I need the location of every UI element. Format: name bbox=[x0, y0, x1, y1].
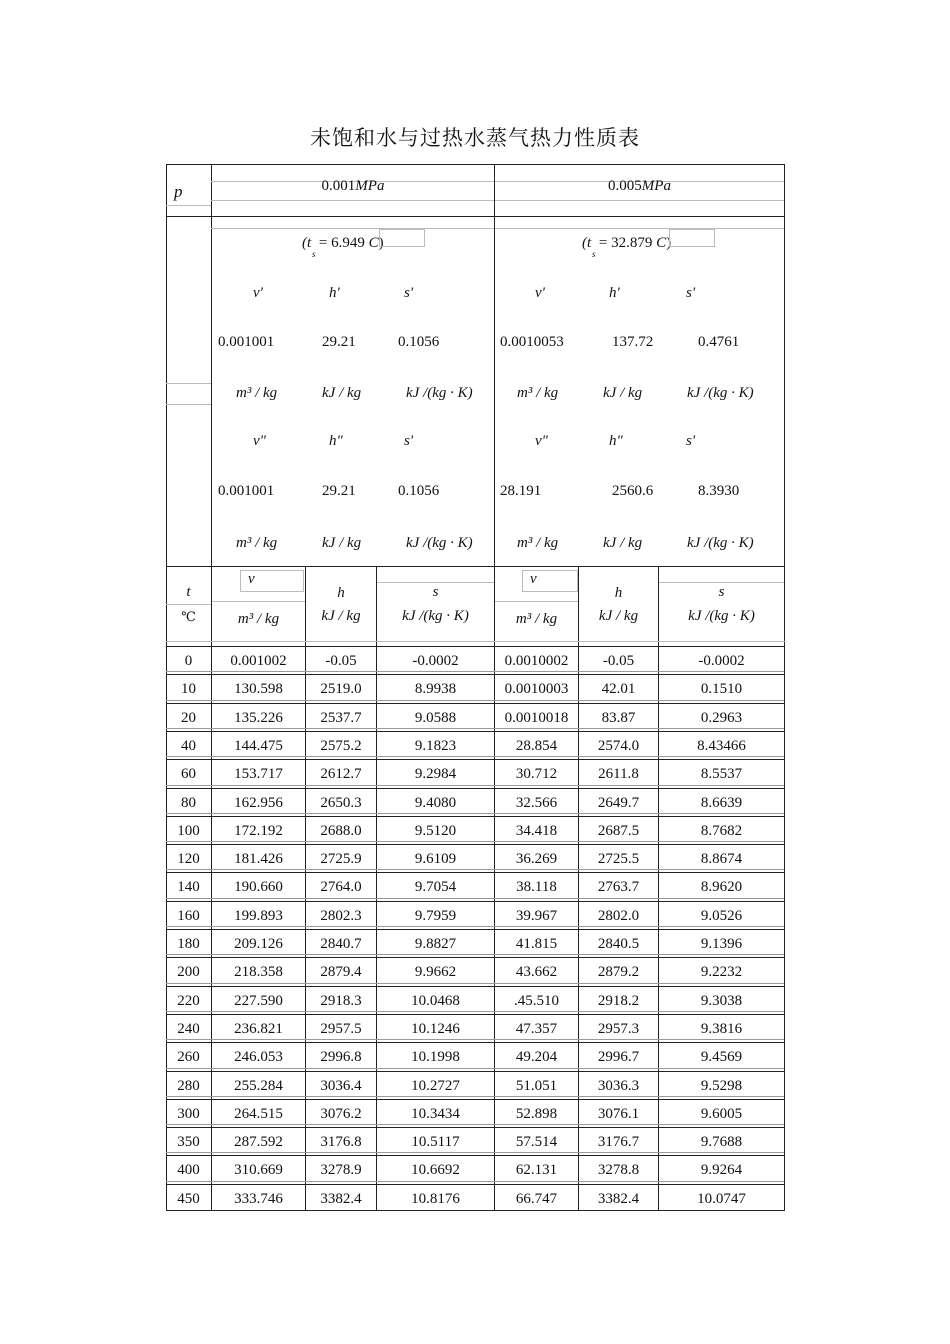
table-cell: 30.712 bbox=[515, 766, 558, 783]
table-cell: 3076.1 bbox=[597, 1105, 640, 1122]
table-cell: 209.126 bbox=[234, 936, 283, 952]
table-cell: 172.192 bbox=[234, 822, 283, 839]
table-cell: 100 bbox=[177, 822, 200, 839]
sat-vapor-value: 28.191 bbox=[500, 483, 542, 499]
table-cell: 227.590 bbox=[234, 992, 283, 1009]
page-title: 未饱和水与过热水蒸气热力性质表 bbox=[310, 126, 640, 150]
table-cell: 260 bbox=[177, 1049, 200, 1066]
h-unit-1: kJ / kg bbox=[321, 608, 361, 624]
sat-liquid-symbol: h' bbox=[329, 285, 340, 301]
table-cell: 32.566 bbox=[515, 794, 558, 811]
sat-unit: m³ / kg bbox=[517, 385, 559, 401]
s-column-header-1: s bbox=[432, 584, 439, 600]
sat-liquid-value: 0.4761 bbox=[698, 334, 740, 350]
table-cell: 2957.3 bbox=[597, 1020, 640, 1037]
sat-liquid-value: 137.72 bbox=[612, 334, 654, 350]
table-cell: 8.8674 bbox=[700, 851, 743, 868]
table-cell: 39.967 bbox=[515, 907, 558, 924]
table-cell: 38.118 bbox=[516, 879, 557, 896]
sat-vapor-symbol: s' bbox=[404, 433, 414, 449]
sat-unit: m³ / kg bbox=[236, 535, 278, 551]
table-cell: 3036.4 bbox=[320, 1077, 362, 1094]
sat-liquid-symbol: v' bbox=[535, 285, 545, 301]
sat-liquid-symbol: v' bbox=[253, 285, 263, 301]
table-cell: 9.7688 bbox=[700, 1134, 743, 1151]
v-column-header-1: v bbox=[248, 571, 255, 587]
table-cell: -0.05 bbox=[602, 653, 635, 669]
table-cell: 10.0468 bbox=[411, 992, 460, 1009]
table-cell: 3036.3 bbox=[597, 1077, 640, 1094]
table-cell: 42.01 bbox=[601, 681, 636, 698]
table-cell: 9.7054 bbox=[414, 879, 457, 896]
table-cell: 10.1998 bbox=[411, 1049, 460, 1066]
table-cell: 10.5117 bbox=[411, 1134, 460, 1151]
table-cell: 10 bbox=[181, 681, 196, 698]
table-cell: 300 bbox=[177, 1105, 200, 1122]
table-cell: 0.0010002 bbox=[504, 653, 569, 669]
table-cell: 280 bbox=[177, 1077, 200, 1094]
table-cell: 2840.7 bbox=[320, 936, 362, 952]
sat-unit: kJ /(kg · K) bbox=[687, 535, 754, 551]
table-cell: 9.8827 bbox=[414, 936, 457, 952]
table-cell: 2996.7 bbox=[597, 1049, 640, 1066]
table-cell: 8.9620 bbox=[700, 879, 743, 896]
table-cell: 181.426 bbox=[234, 851, 283, 868]
table-cell: 9.7959 bbox=[414, 907, 457, 924]
table-cell: 10.2727 bbox=[411, 1077, 460, 1094]
sat-unit: kJ / kg bbox=[322, 535, 362, 551]
table-cell: 3278.8 bbox=[597, 1162, 640, 1179]
table-cell: 8.9938 bbox=[414, 681, 457, 698]
table-cell: 0.0010018 bbox=[504, 709, 569, 726]
table-cell: 10.1246 bbox=[411, 1020, 460, 1037]
table-cell: 0 bbox=[184, 653, 193, 669]
ts-block-1: (t s = 6.949 C) bbox=[302, 235, 384, 259]
table-cell: 2687.5 bbox=[597, 822, 640, 839]
table-cell: 199.893 bbox=[234, 907, 283, 924]
table-cell: 287.592 bbox=[234, 1134, 283, 1151]
table-cell: 2574.0 bbox=[597, 737, 640, 754]
table-cell: 9.1823 bbox=[414, 737, 457, 754]
table-cell: 9.2984 bbox=[414, 766, 457, 783]
table-cell: 246.053 bbox=[234, 1049, 283, 1066]
table-cell: 144.475 bbox=[234, 737, 283, 754]
table-cell: 40 bbox=[181, 737, 196, 754]
table-cell: 9.4080 bbox=[414, 794, 457, 811]
table-cell: 2763.7 bbox=[597, 879, 640, 896]
p1-header bbox=[212, 178, 494, 195]
sat-vapor-symbol: h" bbox=[329, 433, 343, 449]
table-cell: 9.6109 bbox=[414, 851, 457, 868]
table-cell: 3278.9 bbox=[320, 1162, 362, 1179]
p1-value: 0.001 bbox=[321, 178, 356, 194]
p2-unit: MPa bbox=[641, 178, 671, 194]
t-unit: ℃ bbox=[181, 609, 196, 624]
s-unit-1: kJ /(kg · K) bbox=[402, 608, 469, 624]
table-cell: 2918.2 bbox=[597, 992, 640, 1009]
sat-liquid-value: 0.0010053 bbox=[500, 334, 564, 350]
table-cell: 0.1510 bbox=[700, 681, 743, 698]
table-cell: 135.226 bbox=[234, 709, 283, 726]
sat-liquid-symbol: s' bbox=[404, 285, 414, 301]
table-cell: 3382.4 bbox=[597, 1190, 640, 1207]
sat-unit: kJ /(kg · K) bbox=[406, 385, 473, 401]
t-column-header: t bbox=[186, 584, 191, 600]
sat-unit: kJ /(kg · K) bbox=[406, 535, 473, 551]
v-column-header-2: v bbox=[530, 571, 537, 587]
table-cell: 200 bbox=[177, 964, 200, 981]
table-cell: 9.5298 bbox=[700, 1077, 743, 1094]
v-unit-1: m³ / kg bbox=[237, 611, 280, 627]
table-cell: 264.515 bbox=[234, 1105, 283, 1122]
table-cell: -0.0002 bbox=[412, 653, 459, 669]
table-cell: 218.358 bbox=[234, 964, 283, 981]
table-cell: 9.0588 bbox=[414, 709, 457, 726]
sat-unit: kJ / kg bbox=[603, 535, 643, 551]
table-cell: 8.43466 bbox=[697, 737, 746, 754]
table-cell: 3176.8 bbox=[320, 1134, 362, 1151]
table-cell: 2725.5 bbox=[597, 851, 640, 868]
table-cell: 3176.7 bbox=[597, 1134, 640, 1151]
sat-vapor-value: 0.1056 bbox=[398, 483, 440, 499]
table-cell: 2725.9 bbox=[320, 851, 362, 868]
sat-vapor-symbol: v" bbox=[535, 433, 548, 449]
sat-vapor-symbol: v" bbox=[253, 433, 266, 449]
table-cell: 120 bbox=[177, 851, 200, 868]
table-cell: 9.9662 bbox=[414, 964, 457, 981]
table-cell: 43.662 bbox=[515, 964, 558, 981]
h-column-header-1: h bbox=[337, 585, 345, 601]
sat-liquid-value: 0.001001 bbox=[218, 334, 275, 350]
table-cell: 2537.7 bbox=[320, 709, 362, 726]
table-cell: 2996.8 bbox=[320, 1049, 362, 1066]
table-cell: 2649.7 bbox=[597, 794, 640, 811]
p-label: p bbox=[174, 182, 183, 201]
table-cell: 57.514 bbox=[515, 1134, 558, 1151]
sat-vapor-value: 29.21 bbox=[322, 483, 356, 499]
ts-block-2: (t s = 32.879 C) bbox=[582, 235, 672, 259]
table-cell: 28.854 bbox=[515, 737, 558, 754]
sat-unit: kJ / kg bbox=[603, 385, 643, 401]
sat-liquid-symbol: h' bbox=[609, 285, 620, 301]
s-unit-2: kJ /(kg · K) bbox=[688, 608, 755, 624]
table-cell: 3382.4 bbox=[320, 1190, 362, 1207]
table-cell: 80 bbox=[181, 794, 196, 811]
table-cell: 0.001002 bbox=[230, 653, 287, 669]
table-cell: 8.5537 bbox=[700, 766, 743, 783]
sat-unit: m³ / kg bbox=[517, 535, 559, 551]
table-cell: 10.6692 bbox=[411, 1162, 460, 1179]
table-cell: 450 bbox=[177, 1190, 200, 1207]
v-unit-2: m³ / kg bbox=[515, 611, 558, 627]
table-cell: 2519.0 bbox=[320, 681, 362, 698]
table-cell: 66.747 bbox=[515, 1190, 558, 1207]
table-cell: 2650.3 bbox=[320, 794, 362, 811]
table-cell: 2957.5 bbox=[320, 1020, 362, 1037]
sat-liquid-symbol: s' bbox=[686, 285, 696, 301]
table-cell: 49.204 bbox=[515, 1049, 558, 1066]
table-cell: 0.2963 bbox=[700, 709, 743, 726]
table-cell: .45.510 bbox=[514, 992, 559, 1009]
table-cell: 0.0010003 bbox=[504, 681, 569, 698]
table-cell: 240 bbox=[177, 1020, 200, 1037]
table-cell: 236.821 bbox=[234, 1020, 283, 1037]
sat-liquid-value: 0.1056 bbox=[398, 334, 440, 350]
table-cell: 2575.2 bbox=[320, 737, 362, 754]
table-cell: 2611.8 bbox=[598, 766, 639, 783]
table-cell: 333.746 bbox=[234, 1190, 283, 1207]
table-cell: 153.717 bbox=[234, 766, 283, 783]
sat-liquid-value: 29.21 bbox=[322, 334, 356, 350]
table-cell: 51.051 bbox=[515, 1077, 558, 1094]
table-cell: 3076.2 bbox=[320, 1105, 362, 1122]
sat-vapor-symbol: h" bbox=[609, 433, 623, 449]
table-cell: 190.660 bbox=[234, 879, 283, 896]
table-cell: 9.2232 bbox=[700, 964, 743, 981]
table-cell: 9.6005 bbox=[700, 1105, 743, 1122]
table-cell: 20 bbox=[181, 709, 196, 726]
table-cell: 2802.3 bbox=[320, 907, 362, 924]
table-cell: 350 bbox=[177, 1134, 200, 1151]
table-cell: -0.0002 bbox=[698, 653, 745, 669]
table-cell: 8.7682 bbox=[700, 822, 743, 839]
table-cell: 160 bbox=[177, 907, 200, 924]
table-cell: 9.9264 bbox=[700, 1162, 743, 1179]
p2-value: 0.005 bbox=[608, 178, 642, 194]
table-cell: 60 bbox=[181, 766, 196, 783]
h-unit-2: kJ / kg bbox=[598, 608, 639, 624]
p1-unit: MPa bbox=[355, 178, 385, 194]
table-cell: 83.87 bbox=[601, 709, 636, 726]
table-cell: 2764.0 bbox=[320, 879, 362, 896]
table-cell: 10.0747 bbox=[697, 1190, 746, 1207]
table-cell: 47.357 bbox=[515, 1020, 558, 1037]
table-cell: 9.1396 bbox=[700, 936, 743, 952]
table-cell: 140 bbox=[177, 879, 200, 896]
table-cell: 52.898 bbox=[515, 1105, 558, 1122]
table-cell: 2802.0 bbox=[597, 907, 640, 924]
table-cell: 310.669 bbox=[234, 1162, 283, 1179]
p2-header bbox=[495, 178, 784, 195]
table-cell: 36.269 bbox=[515, 851, 558, 868]
table-cell: 10.3434 bbox=[411, 1105, 460, 1122]
sat-unit: kJ /(kg · K) bbox=[687, 385, 754, 401]
table-cell: 9.3038 bbox=[700, 992, 743, 1009]
table-cell: 180 bbox=[177, 936, 200, 952]
table-cell: 2918.3 bbox=[320, 992, 362, 1009]
table-cell: 62.131 bbox=[515, 1162, 558, 1179]
table-cell: 2840.5 bbox=[597, 936, 640, 952]
table-cell: 162.956 bbox=[234, 794, 283, 811]
table-cell: -0.05 bbox=[325, 653, 357, 669]
table-cell: 130.598 bbox=[234, 681, 283, 698]
sat-vapor-value: 2560.6 bbox=[612, 483, 654, 499]
table-cell: 9.4569 bbox=[700, 1049, 743, 1066]
table-cell: 2879.2 bbox=[597, 964, 640, 981]
s-column-header-2: s bbox=[718, 584, 725, 600]
table-cell: 9.5120 bbox=[414, 822, 457, 839]
sat-vapor-symbol: s' bbox=[686, 433, 696, 449]
sat-vapor-value: 8.3930 bbox=[698, 483, 740, 499]
sat-unit: m³ / kg bbox=[236, 385, 278, 401]
table-cell: 2612.7 bbox=[320, 766, 362, 783]
sat-vapor-value: 0.001001 bbox=[218, 483, 275, 499]
table-cell: 9.0526 bbox=[700, 907, 743, 924]
h-column-header-2: h bbox=[614, 585, 623, 601]
table-cell: 9.3816 bbox=[700, 1020, 743, 1037]
table-cell: 2879.4 bbox=[320, 964, 362, 981]
table-cell: 2688.0 bbox=[320, 822, 362, 839]
table-cell: 8.6639 bbox=[700, 794, 743, 811]
table-cell: 10.8176 bbox=[411, 1190, 460, 1207]
table-cell: 400 bbox=[177, 1162, 200, 1179]
table-cell: 41.815 bbox=[515, 936, 558, 952]
table-cell: 220 bbox=[177, 992, 200, 1009]
sat-unit: kJ / kg bbox=[322, 385, 362, 401]
table-cell: 255.284 bbox=[234, 1077, 283, 1094]
table-cell: 34.418 bbox=[515, 822, 558, 839]
